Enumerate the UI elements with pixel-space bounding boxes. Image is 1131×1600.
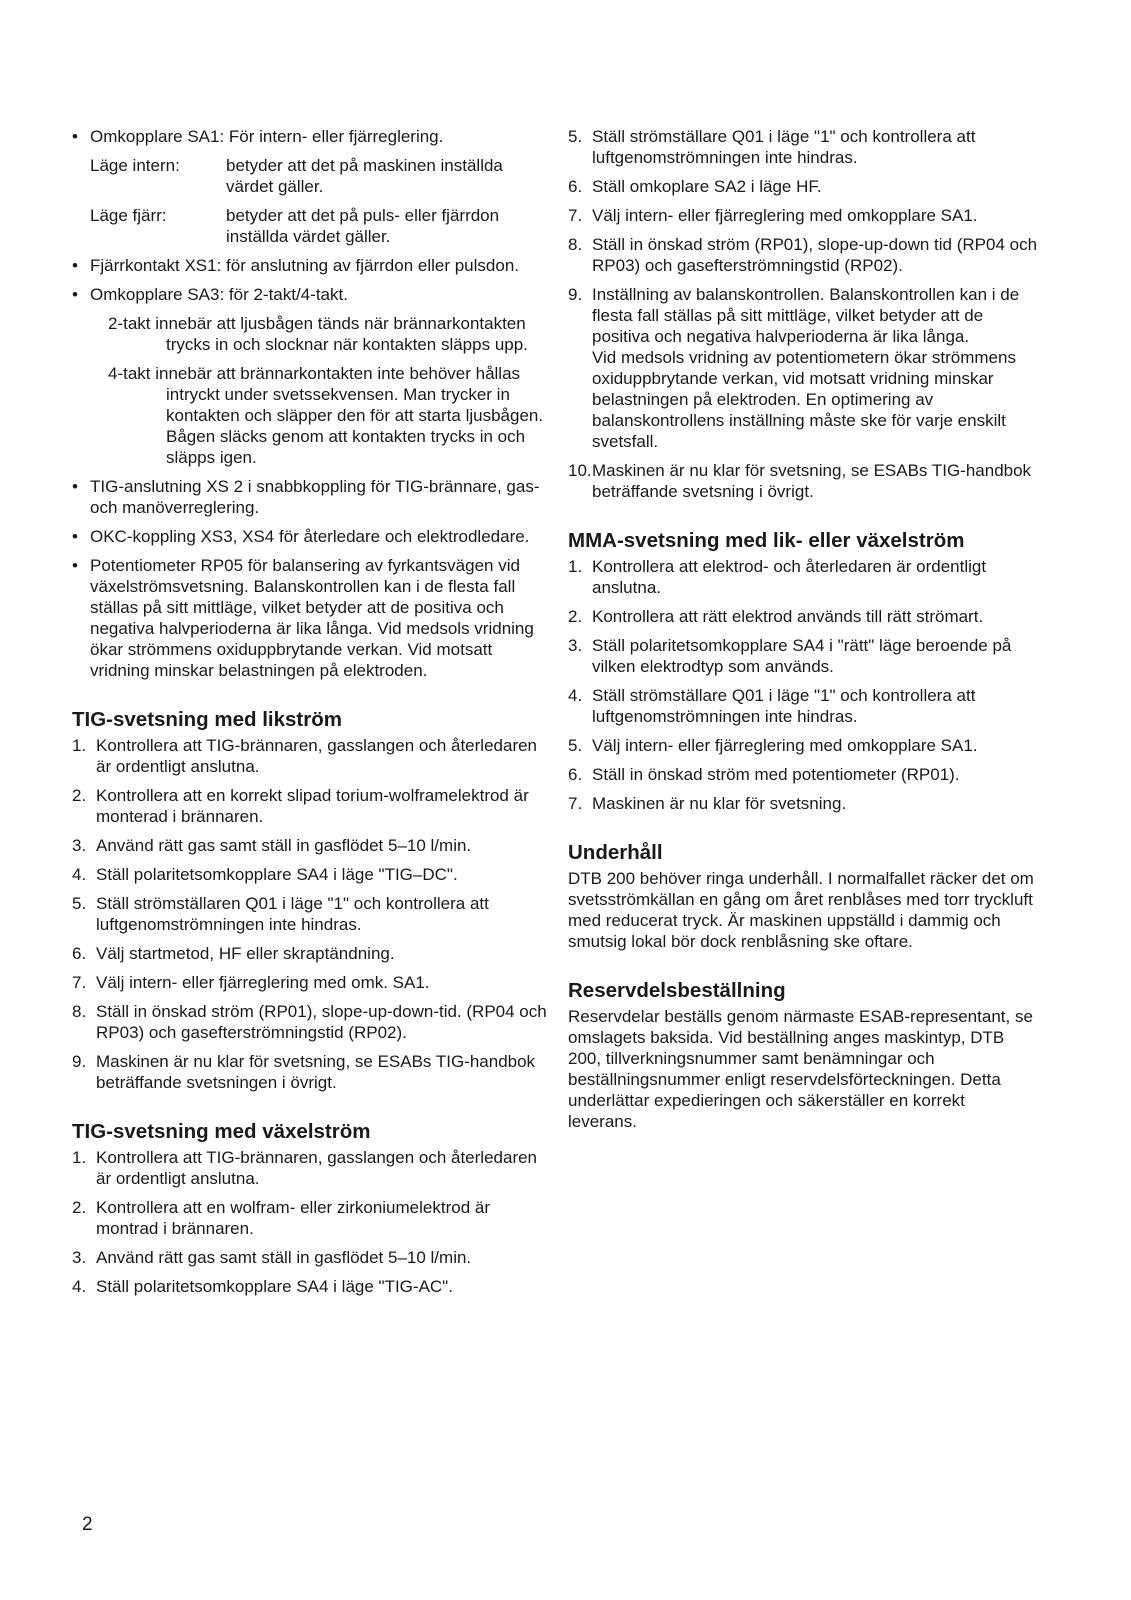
bullet-xs1: • Fjärrkontakt XS1: för anslutning av fjärrdon eller pulsdon. [72, 255, 552, 276]
list-item: 6. Ställ omkoplare SA2 i läge HF. [568, 177, 822, 196]
list-item: 7. Maskinen är nu klar för svetsning. [568, 794, 847, 813]
list-item: 3. Använd rätt gas samt ställ in gasflödet 5–10 l/min. [72, 836, 472, 855]
bullet-xs2: • TIG-anslutning XS 2 i snabbkoppling för TIG-brännare, gas- och manöverreglering. [72, 476, 552, 518]
list-item: 2. Kontrollera att en wolfram- eller zirkoniumelektrod är montrad i brännaren. [72, 1198, 490, 1238]
list-item: 8. Ställ in önskad ström (RP01), slope-up-down tid (RP04 och RP03) och gasefterströmningstid (RP02). [568, 235, 1038, 275]
list-item: 8. Ställ in önskad ström (RP01), slope-up-down-tid. (RP04 och RP03) och gasefterströmningstid (RP02). [72, 1002, 547, 1042]
takt-2: 2-takt innebär att ljusbågen tänds när brännarkontakten trycks in och slocknar när kontakten släpps upp. [108, 314, 528, 354]
list-item: 1. Kontrollera att TIG-brännaren, gasslangen och återledaren är ordentligt anslutna. [72, 1148, 538, 1188]
list-item: 2. Kontrollera att en korrekt slipad torium-wolframelektrod är monterad i brännaren. [72, 786, 529, 826]
heading-mma: MMA-svetsning med lik- eller växelström [568, 529, 965, 552]
heading-reservdelar: Reservdelsbeställning [568, 979, 786, 1002]
list-item: 4. Ställ polaritetsomkopplare SA4 i läge "TIG-AC". [72, 1277, 453, 1296]
list-item: 5. Ställ strömställare Q01 i läge "1" och kontrollera att luftgenomströmningen inte hindras. [568, 127, 976, 167]
list-item: 10. Maskinen är nu klar för svetsning, se ESABs TIG-handbok beträffande svetsning i övrigt. [568, 461, 1032, 501]
mode-intern-label: Läge intern: [90, 156, 180, 175]
list-item: 6. Välj startmetod, HF eller skraptändning. [72, 944, 395, 963]
mode-fjarr-label: Läge fjärr: [90, 206, 167, 225]
list-item: 2. Kontrollera att rätt elektrod används till rätt strömart. [568, 607, 984, 626]
heading-underhall: Underhåll [568, 841, 663, 864]
bullet-sa1: • Omkopplare SA1: För intern- eller fjärreglering. [72, 126, 552, 147]
bullet-rp05: • Potentiometer RP05 för balansering av fyrkantsvägen vid växelströmsvetsning. Balanskontrollen kan i de flesta fall ställas på sitt mittläge, vilket betyder att de positiva och negativa halvperioderna är lika långa. Vid medsols vridning ökar strömmens oxiduppbrytande verkan. Vid motsatt vridning minskar belastningen på elektroden. [72, 555, 552, 681]
mode-fjarr-text: betyder att det på puls- eller fjärrdon inställda värdet gäller. [226, 206, 500, 246]
list-item: 4. Ställ polaritetsomkopplare SA4 i läge "TIG–DC". [72, 865, 458, 884]
list-item: 7. Välj intern- eller fjärreglering med omkopplare SA1. [568, 206, 978, 225]
list-item: 4. Ställ strömställare Q01 i läge "1" och kontrollera att luftgenomströmningen inte hindras. [568, 686, 976, 726]
bullet-okc: • OKC-koppling XS3, XS4 för återledare och elektrodledare. [72, 526, 552, 547]
list-item: 9. Maskinen är nu klar för svetsning, se ESABs TIG-handbok beträffande svetsningen i övrigt. [72, 1052, 536, 1092]
tig-ac-steps-continued [568, 126, 1038, 502]
mode-intern-text: betyder att det på maskinen inställda värdet gäller. [226, 156, 503, 196]
bullet-sa3: • Omkopplare SA3: för 2-takt/4-takt. [72, 284, 552, 305]
heading-tig-ac: TIG-svetsning med växelström [72, 1120, 371, 1143]
heading-tig-dc: TIG-svetsning med likström [72, 708, 342, 731]
page-number: 2 [82, 1514, 93, 1535]
mode-intern [90, 155, 552, 197]
list-item: 5. Välj intern- eller fjärreglering med omkopplare SA1. [568, 736, 978, 755]
takt-4: 4-takt innebär att brännarkontakten inte behöver hållas intryckt under svetssekvensen. Man trycker in kontakten och släpper den för att starta ljusbågen. Bågen släcks genom att kontakten trycks in och släpps igen. [108, 364, 544, 467]
list-item: 3. Ställ polaritetsomkopplare SA4 i "rätt" läge beroende på vilken elektrodtyp som används. [568, 636, 1012, 676]
list-item: 7. Välj intern- eller fjärreglering med omk. SA1. [72, 973, 430, 992]
tig-dc-steps [72, 735, 552, 1093]
tig-ac-steps [72, 1147, 552, 1297]
step9-extra: Vid medsols vridning av potentiometern ökar strömmens oxiduppbrytande verkan, vid motsatt vridning minskar belastningen på elektroden. En optimering av balanskontrollens inställning måste ske för varje enskilt svetsfall. [592, 348, 1016, 451]
list-item: 1. Kontrollera att elektrod- och återledaren är ordentligt anslutna. [568, 557, 987, 597]
left-column [72, 126, 552, 1305]
underhall-text: DTB 200 behöver ringa underhåll. I normalfallet räcker det om svetsströmkällan en gång om året renblåses med torr tryckluft med reducerat tryck. Är maskinen uppställd i dammig och smutsig lokal bör dock renblåsning ske oftare. [568, 869, 1034, 951]
list-item: 1. Kontrollera att TIG-brännaren, gasslangen och återledaren är ordentligt anslutna. [72, 736, 538, 776]
list-item: 6. Ställ in önskad ström med potentiometer (RP01). [568, 765, 960, 784]
list-item: 3. Använd rätt gas samt ställ in gasflödet 5–10 l/min. [72, 1248, 472, 1267]
list-item: 9. Inställning av balanskontrollen. Balanskontrollen kan i de flesta fall ställas på sitt mittläge, vilket betyder att de positiva och negativa halvperioderna är lika långa. Vid medsols vridning av potentiometern ökar strömmens oxiduppbrytande verkan, vid motsatt vridning minskar belastningen på elektroden. En optimering av balanskontrollens inställning måste ske för varje enskilt svetsfall. [568, 285, 1020, 451]
mma-steps [568, 556, 1038, 814]
mode-fjarr [90, 205, 552, 247]
right-column [568, 126, 1038, 1132]
reservdelar-text: Reservdelar beställs genom närmaste ESAB-representant, se omslagets baksida. Vid beställning anges maskintyp, DTB 200, tillverkningsnummer samt benämningar och beställningsnummer enligt reservdelsförteckningen. Detta underlättar expedieringen och säkerställer en korrekt leverans. [568, 1007, 1033, 1131]
list-item: 5. Ställ strömställaren Q01 i läge "1" och kontrollera att luftgenomströmningen inte hindras. [72, 894, 489, 934]
